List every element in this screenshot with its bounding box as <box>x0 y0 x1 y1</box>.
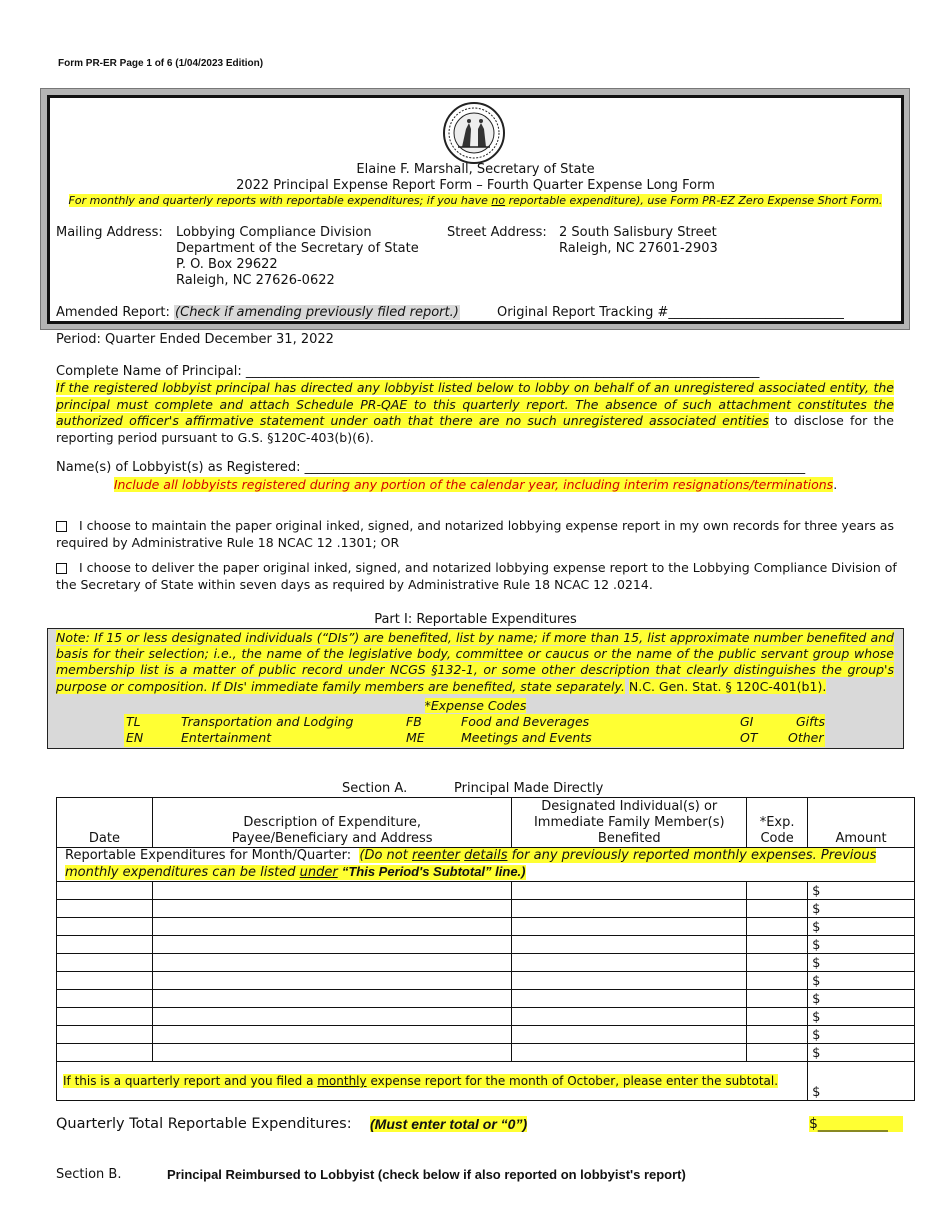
october-subtotal-label: If this is a quarterly report and you filed a monthly expense report for the month of October, please enter the subtotal. <box>57 1062 808 1101</box>
mailing-address: Lobbying Compliance Division Department of the Secretary of State P. O. Box 29622 Raleigh, NC 27626-0622 <box>176 225 419 288</box>
code-gi-label: Gifts <box>796 714 825 729</box>
description-cell[interactable] <box>152 1026 512 1044</box>
table-row <box>57 900 915 918</box>
col-description: Description of Expenditure, Payee/Beneficiary and Address <box>152 798 512 848</box>
beneficiary-cell[interactable] <box>512 1044 747 1062</box>
expense-codes-title: *Expense Codes <box>424 698 527 713</box>
code-tl-label: Transportation and Lodging <box>181 714 354 729</box>
quarterly-total-field[interactable]: $__________ <box>809 1116 903 1132</box>
code-ot: OT <box>740 730 758 745</box>
date-cell[interactable] <box>57 1044 153 1062</box>
table-row <box>57 990 915 1008</box>
description-cell[interactable] <box>152 900 512 918</box>
beneficiary-cell[interactable] <box>512 972 747 990</box>
description-cell[interactable] <box>152 990 512 1008</box>
code-cell[interactable] <box>747 1026 808 1044</box>
date-cell[interactable] <box>57 936 153 954</box>
amended-report-row: Amended Report: (Check if amending previously filed report.) <box>56 305 459 320</box>
lobbyist-names-field[interactable]: Name(s) of Lobbyist(s) as Registered: _____________________________________________________________________________ <box>56 460 806 475</box>
code-cell[interactable] <box>747 972 808 990</box>
secretary-name: Elaine F. Marshall, Secretary of State <box>356 162 595 177</box>
description-cell[interactable] <box>152 954 512 972</box>
table-row <box>57 1044 915 1062</box>
beneficiary-cell[interactable] <box>512 1008 747 1026</box>
amount-cell[interactable]: $ <box>808 882 915 900</box>
state-seal-icon <box>442 101 506 165</box>
quarterly-total-label: Quarterly Total Reportable Expenditures: <box>56 1116 352 1132</box>
code-en-label: Entertainment <box>181 730 272 745</box>
original-tracking-field[interactable]: Original Report Tracking #___________________________ <box>497 305 844 320</box>
street-address: 2 South Salisbury Street Raleigh, NC 27601-2903 <box>559 225 718 256</box>
description-cell[interactable] <box>152 972 512 990</box>
choice-deliver: I choose to deliver the paper original inked, signed, and notarized lobbying expense report to the Lobbying Compliance Division of the Secretary of State within seven days as required by Administrative Rule 18 NCAC 12 .0214. <box>56 560 897 592</box>
amended-report-checkbox[interactable]: (Check if amending previously filed report.) <box>175 305 459 320</box>
table-row <box>57 1008 915 1026</box>
table-row <box>57 882 915 900</box>
description-cell[interactable] <box>152 936 512 954</box>
col-amount: Amount <box>808 798 915 848</box>
choice-maintain: I choose to maintain the paper original inked, signed, and notarized lobbying expense report in my own records for three years as required by Administrative Rule 18 NCAC 12 .1301; OR <box>56 518 894 550</box>
table-row <box>57 972 915 990</box>
code-cell[interactable] <box>747 990 808 1008</box>
principal-note: If the registered lobbyist principal has directed any lobbyist listed below to lobby on behalf of an unregistered associated entity, the principal must complete and attach Schedule PR-QAE to this quarterly report. The absence of such attachment constitutes the authorized officer's affirmative statement under oath that there are no such unregistered associated entities to disclose for the reporting period pursuant to G.S. §120C-403(b)(6). <box>56 380 894 445</box>
date-cell[interactable] <box>57 918 153 936</box>
expense-codes-table <box>124 714 825 747</box>
reportable-header-row: Reportable Expenditures for Month/Quarter: (Do not reenter details for any previously reported monthly expenses. Previous monthly expenditures can be listed under “This Period's Subtotal” line.) <box>57 848 915 882</box>
form-title: 2022 Principal Expense Report Form – Fourth Quarter Expense Long Form <box>236 178 715 193</box>
beneficiary-cell[interactable] <box>512 990 747 1008</box>
beneficiary-cell[interactable] <box>512 936 747 954</box>
code-gi: GI <box>740 714 754 729</box>
section-a-title: Principal Made Directly <box>454 781 604 796</box>
code-cell[interactable] <box>747 1044 808 1062</box>
section-a-table <box>56 797 915 1101</box>
amount-cell[interactable]: $ <box>808 900 915 918</box>
amount-cell[interactable]: $ <box>808 1026 915 1044</box>
date-cell[interactable] <box>57 954 153 972</box>
table-row <box>57 954 915 972</box>
code-cell[interactable] <box>747 900 808 918</box>
col-date: Date <box>57 798 153 848</box>
code-en: EN <box>126 730 144 745</box>
form-edition: Form PR-ER Page 1 of 6 (1/04/2023 Edition) <box>58 58 264 69</box>
lobbyist-note: Include all lobbyists registered during any portion of the calendar year, including interim resignations/terminations. <box>113 477 838 492</box>
beneficiary-cell[interactable] <box>512 900 747 918</box>
beneficiary-cell[interactable] <box>512 918 747 936</box>
code-tl: TL <box>126 714 141 729</box>
date-cell[interactable] <box>57 972 153 990</box>
part1-note: Note: If 15 or less designated individuals (“DIs”) are benefited, list by name; if more than 15, list approximate number benefited and basis for their selection; i.e., the name of the legislative body, committee or caucus or the name of the public servant group whose membership list is a matter of public record under NCGS §132-1, or some other description that clearly distinguishes the group's purpose or composition. If DIs' immediate family members are benefited, state separately. N.C. Gen. Stat. § 120C-401(b1). <box>56 630 894 694</box>
table-row <box>57 918 915 936</box>
code-cell[interactable] <box>747 918 808 936</box>
amount-cell[interactable]: $ <box>808 1044 915 1062</box>
code-cell[interactable] <box>747 936 808 954</box>
beneficiary-cell[interactable] <box>512 882 747 900</box>
header-note: For monthly and quarterly reports with reportable expenditures; if you have no reportable expenditure), use Form PR-EZ Zero Expense Short Form. <box>68 194 883 207</box>
col-designated-individuals: Designated Individual(s) or Immediate Family Member(s) Benefited <box>512 798 747 848</box>
amount-cell[interactable]: $ <box>808 918 915 936</box>
date-cell[interactable] <box>57 882 153 900</box>
table-row <box>57 936 915 954</box>
code-me-label: Meetings and Events <box>461 730 592 745</box>
code-cell[interactable] <box>747 954 808 972</box>
code-me: ME <box>406 730 425 745</box>
table-row <box>57 1026 915 1044</box>
section-a-label: Section A. <box>342 781 408 796</box>
description-cell[interactable] <box>152 882 512 900</box>
code-ot-label: Other <box>788 730 824 745</box>
date-cell[interactable] <box>57 1026 153 1044</box>
code-fb: FB <box>406 714 422 729</box>
beneficiary-cell[interactable] <box>512 1026 747 1044</box>
section-b-title: Principal Reimbursed to Lobbyist (check below if also reported on lobbyist's report) <box>167 1167 686 1182</box>
amount-cell[interactable]: $ <box>808 972 915 990</box>
choice-deliver-checkbox[interactable] <box>56 563 67 574</box>
principal-name-field[interactable]: Complete Name of Principal: _______________________________________________________________________________ <box>56 364 760 379</box>
amount-cell[interactable]: $ <box>808 954 915 972</box>
period: Period: Quarter Ended December 31, 2022 <box>56 332 334 347</box>
description-cell[interactable] <box>152 1008 512 1026</box>
beneficiary-cell[interactable] <box>512 954 747 972</box>
amount-cell[interactable]: $ <box>808 990 915 1008</box>
mailing-address-label: Mailing Address: <box>56 225 163 240</box>
code-cell[interactable] <box>747 1008 808 1026</box>
amount-cell[interactable]: $ <box>808 936 915 954</box>
code-fb-label: Food and Beverages <box>461 714 590 729</box>
quarterly-total-note: (Must enter total or “0”) <box>370 1116 528 1132</box>
choice-maintain-checkbox[interactable] <box>56 521 67 532</box>
date-cell[interactable] <box>57 990 153 1008</box>
code-cell[interactable] <box>747 882 808 900</box>
date-cell[interactable] <box>57 900 153 918</box>
col-expense-code: *Exp. Code <box>747 798 808 848</box>
description-cell[interactable] <box>152 918 512 936</box>
october-subtotal-amount[interactable]: $ <box>808 1062 915 1101</box>
date-cell[interactable] <box>57 1008 153 1026</box>
street-address-label: Street Address: <box>447 225 547 240</box>
description-cell[interactable] <box>152 1044 512 1062</box>
part1-title: Part I: Reportable Expenditures <box>374 612 577 627</box>
amount-cell[interactable]: $ <box>808 1008 915 1026</box>
section-b-label: Section B. <box>56 1167 122 1182</box>
